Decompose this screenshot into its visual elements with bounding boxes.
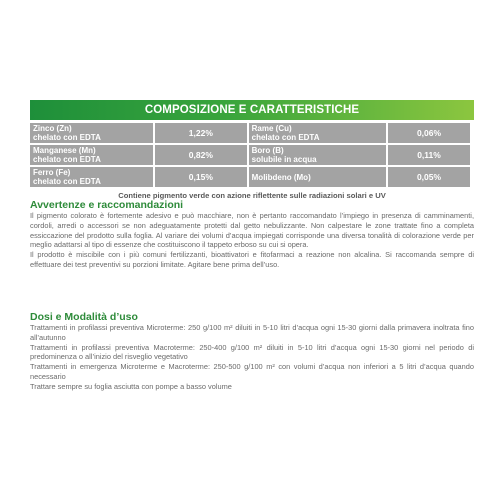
dosage-paragraph: Trattamenti in profilassi preventiva Macroterme: 250-400 g/100 m² diluiti in 5-10 litri d’acqua ogni 15-30 giorni nel periodo di predominenza o all’inizio del risveglio vegetativo bbox=[30, 342, 474, 362]
dosage-section bbox=[30, 311, 474, 392]
nutrient-label: Molibdeno (Mo) bbox=[249, 167, 386, 187]
dosage-heading: Dosi e Modalità d’uso bbox=[30, 311, 138, 323]
nutrient-value: 0,11% bbox=[388, 145, 470, 165]
nutrient-label: Manganese (Mn) chelato con EDTA bbox=[30, 145, 153, 165]
nutrient-value: 0,82% bbox=[155, 145, 247, 165]
nutrient-label: Zinco (Zn) chelato con EDTA bbox=[30, 123, 153, 143]
dosage-paragraph: Trattamenti in profilassi preventiva Microterme: 250 g/100 m² diluiti in 5-10 litri d’acqua ogni 15-30 giorni dalla primavera inoltrata fino all’autunno bbox=[30, 323, 474, 342]
composition-row bbox=[30, 167, 470, 187]
nutrient-label: Boro (B) solubile in acqua bbox=[249, 145, 386, 165]
warnings-heading: Avvertenze e raccomandazioni bbox=[30, 199, 184, 211]
nutrient-label: Ferro (Fe) chelato con EDTA bbox=[30, 167, 153, 187]
warnings-paragraph: Il prodotto è miscibile con i più comuni fertilizzanti, bioattivatori e fitofarmaci a reazione non alcalina. Si raccomanda sempre di effettuare dei test preventivi su porzioni limitate. Agitare bene prima dell’uso. bbox=[30, 250, 474, 269]
nutrient-value: 1,22% bbox=[155, 123, 247, 143]
nutrient-value: 0,06% bbox=[388, 123, 470, 143]
pigment-note: Contiene pigmento verde con azione riflettente sulle radiazioni solari e UV bbox=[118, 191, 386, 200]
composition-title: COMPOSIZIONE E CARATTERISTICHE bbox=[30, 100, 474, 120]
nutrient-value: 0,15% bbox=[155, 167, 247, 187]
composition-table bbox=[28, 121, 472, 189]
dosage-paragraph: Trattare sempre su foglia asciutta con pompe a basso volume bbox=[30, 381, 232, 391]
dosage-paragraph: Trattamenti in emergenza Microterme e Macroterme: 250-500 g/100 m² con volumi d’acqua non inferiori a 5 litri d’acqua quando necessario bbox=[30, 362, 474, 381]
composition-row bbox=[30, 145, 470, 165]
composition-panel bbox=[30, 100, 474, 200]
nutrient-label: Rame (Cu) chelato con EDTA bbox=[249, 123, 386, 143]
warnings-paragraph: Il pigmento colorato è fortemente adesivo e può macchiare, non è pertanto raccomandato l’impiego in presenza di camminamenti, cordoli, arredi o accessori se non adeguatamente protetti dal getto nebulizzante. Non calpestare le zone trattate fino a completa essiccazione del prodotto sulla foglia. Al variare dei volumi d’acqua impiegati corrisponde una diversa tonalità di colorazione verde per meglio adattarsi al tipo di essenze che costituiscono il tappeto erboso su cui si opera. bbox=[30, 211, 474, 250]
warnings-section bbox=[30, 199, 474, 270]
nutrient-value: 0,05% bbox=[388, 167, 470, 187]
composition-row bbox=[30, 123, 470, 143]
